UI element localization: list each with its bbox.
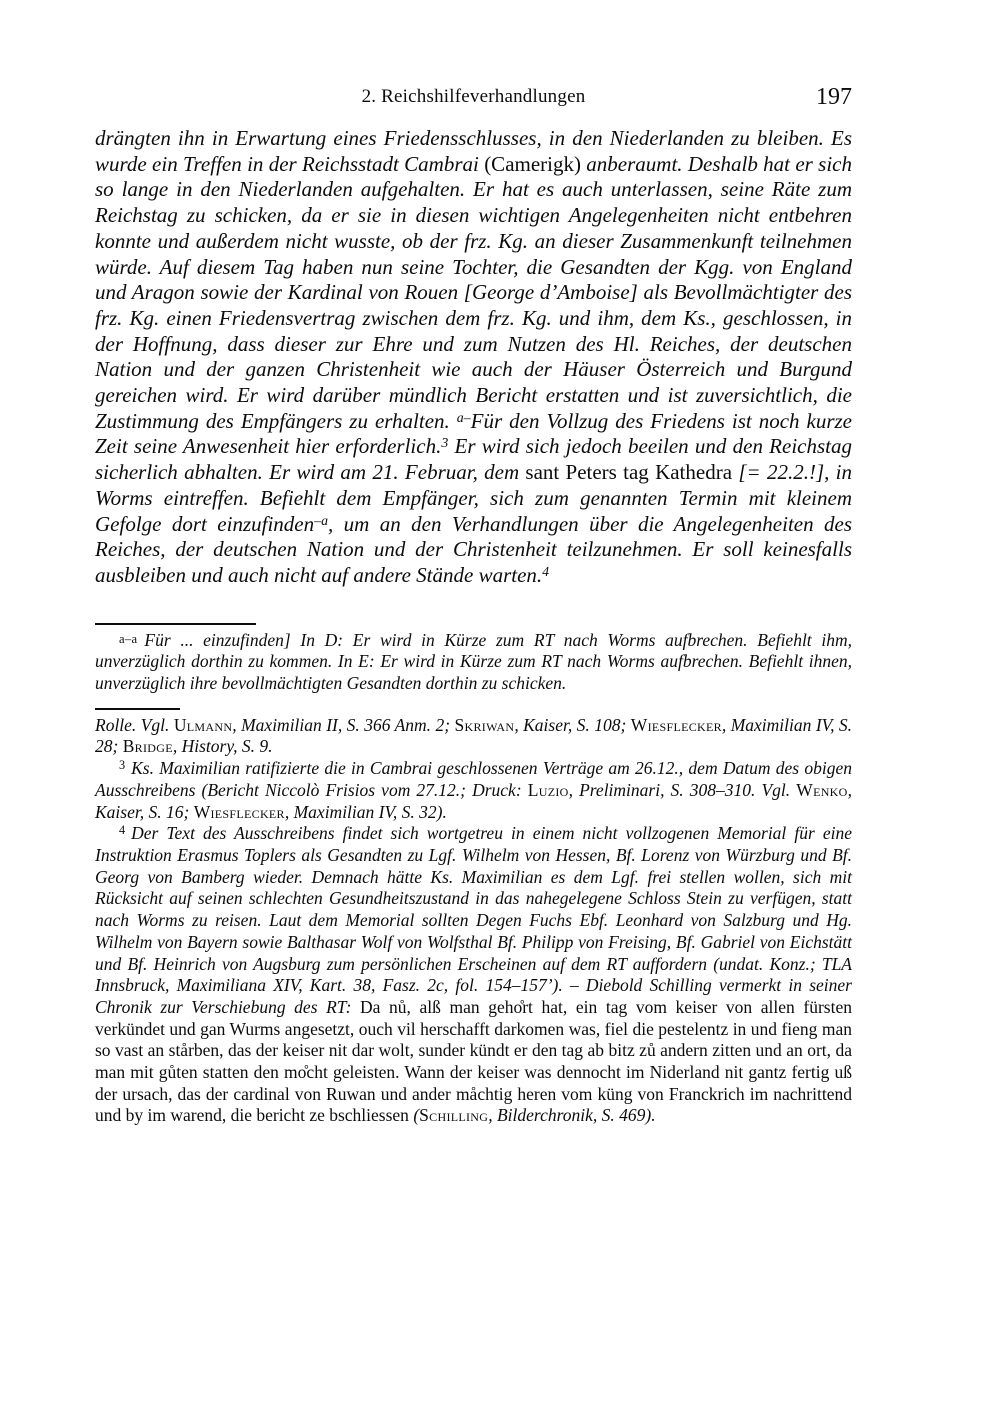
footnote-run: Ks. Maximilian ratifizierte die in Cambrai geschlossenen Verträge am 26.12., dem Datum des obigen Ausschreibens (Bericht Niccolò Frisios vom 27.12.; Druck: — [95, 758, 852, 800]
body-run: drängten ihn in Erwartung eines Friedensschlusses, in den Niederlanden zu bleiben. Es wurde ein Treffen in der Reichsstadt Cambrai — [95, 126, 852, 176]
footnote-ref-3: 3 — [441, 435, 449, 451]
footnote-run: Rolle. Vgl. — [95, 714, 174, 735]
author-name: Skriwan — [454, 714, 515, 735]
footnote-3-number: 3 — [119, 757, 126, 772]
footnote-ref-4: 4 — [542, 563, 550, 579]
author-name: Wiesflecker — [630, 714, 722, 735]
quoted-source-text: Da nů, alß man geho̊rt hat, ein tag vom keiser von allen fürsten verkündet und gan Wurms angesetzt, ouch vil herschafft darkomen was, fiel die pestelentz in und fieng man so vast an stårben, das der keiser nit dar wolt, sunder kündt er den tag ab bitz zů andern zitten und an ort, da man mit gůten statten den mo̊cht geleisten. Wann der keiser was dennocht im Niderland nit gantz fertig uß der ursach, das der cardinal von Ruwan und ander måchtig heren vom küng von Franckrich im nachrittend und by im warend, die bericht ze bschliessen — [95, 996, 852, 1126]
footnote-run: , Kaiser, S. 108; — [514, 714, 631, 735]
footnote-run: , Maximilian II, S. 366 Anm. 2; — [232, 714, 455, 735]
footnote-run: , History, S. 9. — [172, 736, 273, 757]
apparatus-ref-a-start: a– — [456, 409, 471, 425]
apparatus-text: Für ... einzufinden] In D: Er wird in Kürze zum RT nach Worms aufbrechen. Befiehlt ihm, unverzüglich dorthin zu kommen. In E: Er wird in Kürze zum RT nach Worms aufbrechen. Befiehlt ihnen, unverzüglich ihre bevollmächtigten Gesandten dorthin zu schicken. — [95, 629, 852, 694]
apparatus-marker: a–a — [119, 632, 138, 647]
footnote-run: , Kaiser, S. 16; — [95, 779, 852, 822]
critical-apparatus-note — [95, 630, 852, 695]
section-heading: 2. Reichshilfeverhandlungen — [361, 86, 586, 107]
author-name: Wenko — [796, 779, 848, 800]
running-head — [95, 84, 852, 110]
body-run-roman: (Camerigk) — [484, 151, 581, 176]
footnote-4-number: 4 — [119, 822, 126, 837]
apparatus-ref-a-end: –a — [314, 512, 328, 528]
footnote-run: , Bilderchronik, S. 469). — [488, 1105, 656, 1126]
body-paragraph — [95, 126, 852, 589]
body-run: , um an den Verhandlungen über die Angelegenheiten des Reiches, der deutschen Nation und der Christenheit teilzunehmen. Er soll keinesfalls ausbleiben und auch nicht auf andere Stände warten. — [95, 511, 853, 587]
footnote-separator-rule — [95, 708, 180, 710]
body-run: Für den Vollzug des Friedens ist noch kurze Zeit seine Anwesenheit hier erforderlich. — [95, 408, 852, 459]
text-column — [95, 84, 852, 1127]
page-number: 197 — [816, 84, 852, 110]
footnote-run: Der Text des Ausschreibens findet sich wortgetreu in einem nicht vollzogenen Memorial für eine Instruktion Erasmus Toplers als Gesandten zu Lgf. Wilhelm von Hessen, Bf. Lorenz von Würzburg und Bf. Georg von Bamberg wieder. Demnach hätte Ks. Maximilian es dem Lgf. frei stellen wollen, sich mit Rücksicht auf seinen schlechten Gesundheitszustand in das nahegelegene Schloss Stein zu verfügen, statt nach Worms zu reisen. Laut dem Memorial sollten Degen Fuchs Ebf. Leonhard von Salzburg und Hg. Wilhelm von Bayern sowie Balthasar Wolf von Wolfsthal Bf. Philipp von Freising, Bf. Gabriel von Eichstätt und Bf. Heinrich von Augsburg zum persönlichen Erscheinen auf dem RT auffordern (undat. Konz.; TLA Innsbruck, Maximiliana XIV, Kart. 38, Fasz. 2c, fol. 154–157’). – Diebold Schilling vermerkt in seiner Chronik zur Verschiebung des RT: — [95, 823, 852, 1017]
body-run: anberaumt. Deshalb hat er sich so lange in den Niederlanden aufgehalten. Er hat es auch unterlassen, seine Räte zum Reichstag zu schicken, da er sie in diesen wichtigen Angelegenheiten nicht entbehren konnte und außerdem nicht wusste, ob der frz. Kg. an dieser Zusammenkunft teilnehmen würde. Auf diesem Tag haben nun seine Tochter, die Gesandten der Kgg. von England und Aragon sowie der Kardinal von Rouen [George d’Amboise] als Bevollmächtigter des frz. Kg. einen Friedensvertrag zwischen dem frz. Kg. und ihm, dem Ks., geschlossen, in der Hoffnung, dass dieser zur Ehre und zum Nutzen des Hl. Reiches, der deutschen Nation und der ganzen Christenheit wie auch der Häuser Österreich und Burgund gereichen wird. Er wird darüber mündlich Bericht erstatten und ist zuversichtlich, die Zustimmung des Empfängers zu erhalten. — [95, 151, 852, 433]
author-name: Schilling — [419, 1105, 489, 1126]
author-name: Wiesflecker — [193, 801, 285, 822]
footnote-3 — [95, 758, 852, 823]
footnote-run: , Maximilian IV, S. 32). — [284, 801, 447, 822]
author-name: Ulmann — [173, 714, 233, 735]
footnote-run: ( — [413, 1105, 420, 1126]
body-run: Er wird sich jedoch beeilen und den Reichstag sicherlich abhalten. Er wird am 21. Februar, dem — [95, 434, 852, 485]
author-name: Bridge — [122, 736, 173, 757]
author-name: Luzio — [527, 779, 569, 800]
footnote-4 — [95, 823, 852, 1127]
footnote-run: , Maximilian IV, S. 28; — [95, 714, 853, 757]
apparatus-separator-rule — [95, 623, 256, 625]
footnote-block — [95, 715, 852, 1127]
footnote-run: , Preliminari, S. 308–310. Vgl. — [568, 779, 797, 800]
body-run: [= 22.2.!], in Worms eintreffen. Befiehlt dem Empfänger, sich zum genannten Termin mit kleinem Gefolge dort einzufinden — [95, 460, 852, 536]
footnote-2-continuation — [95, 715, 852, 758]
body-run-roman: sant Peters tag Kathedra — [525, 460, 739, 485]
